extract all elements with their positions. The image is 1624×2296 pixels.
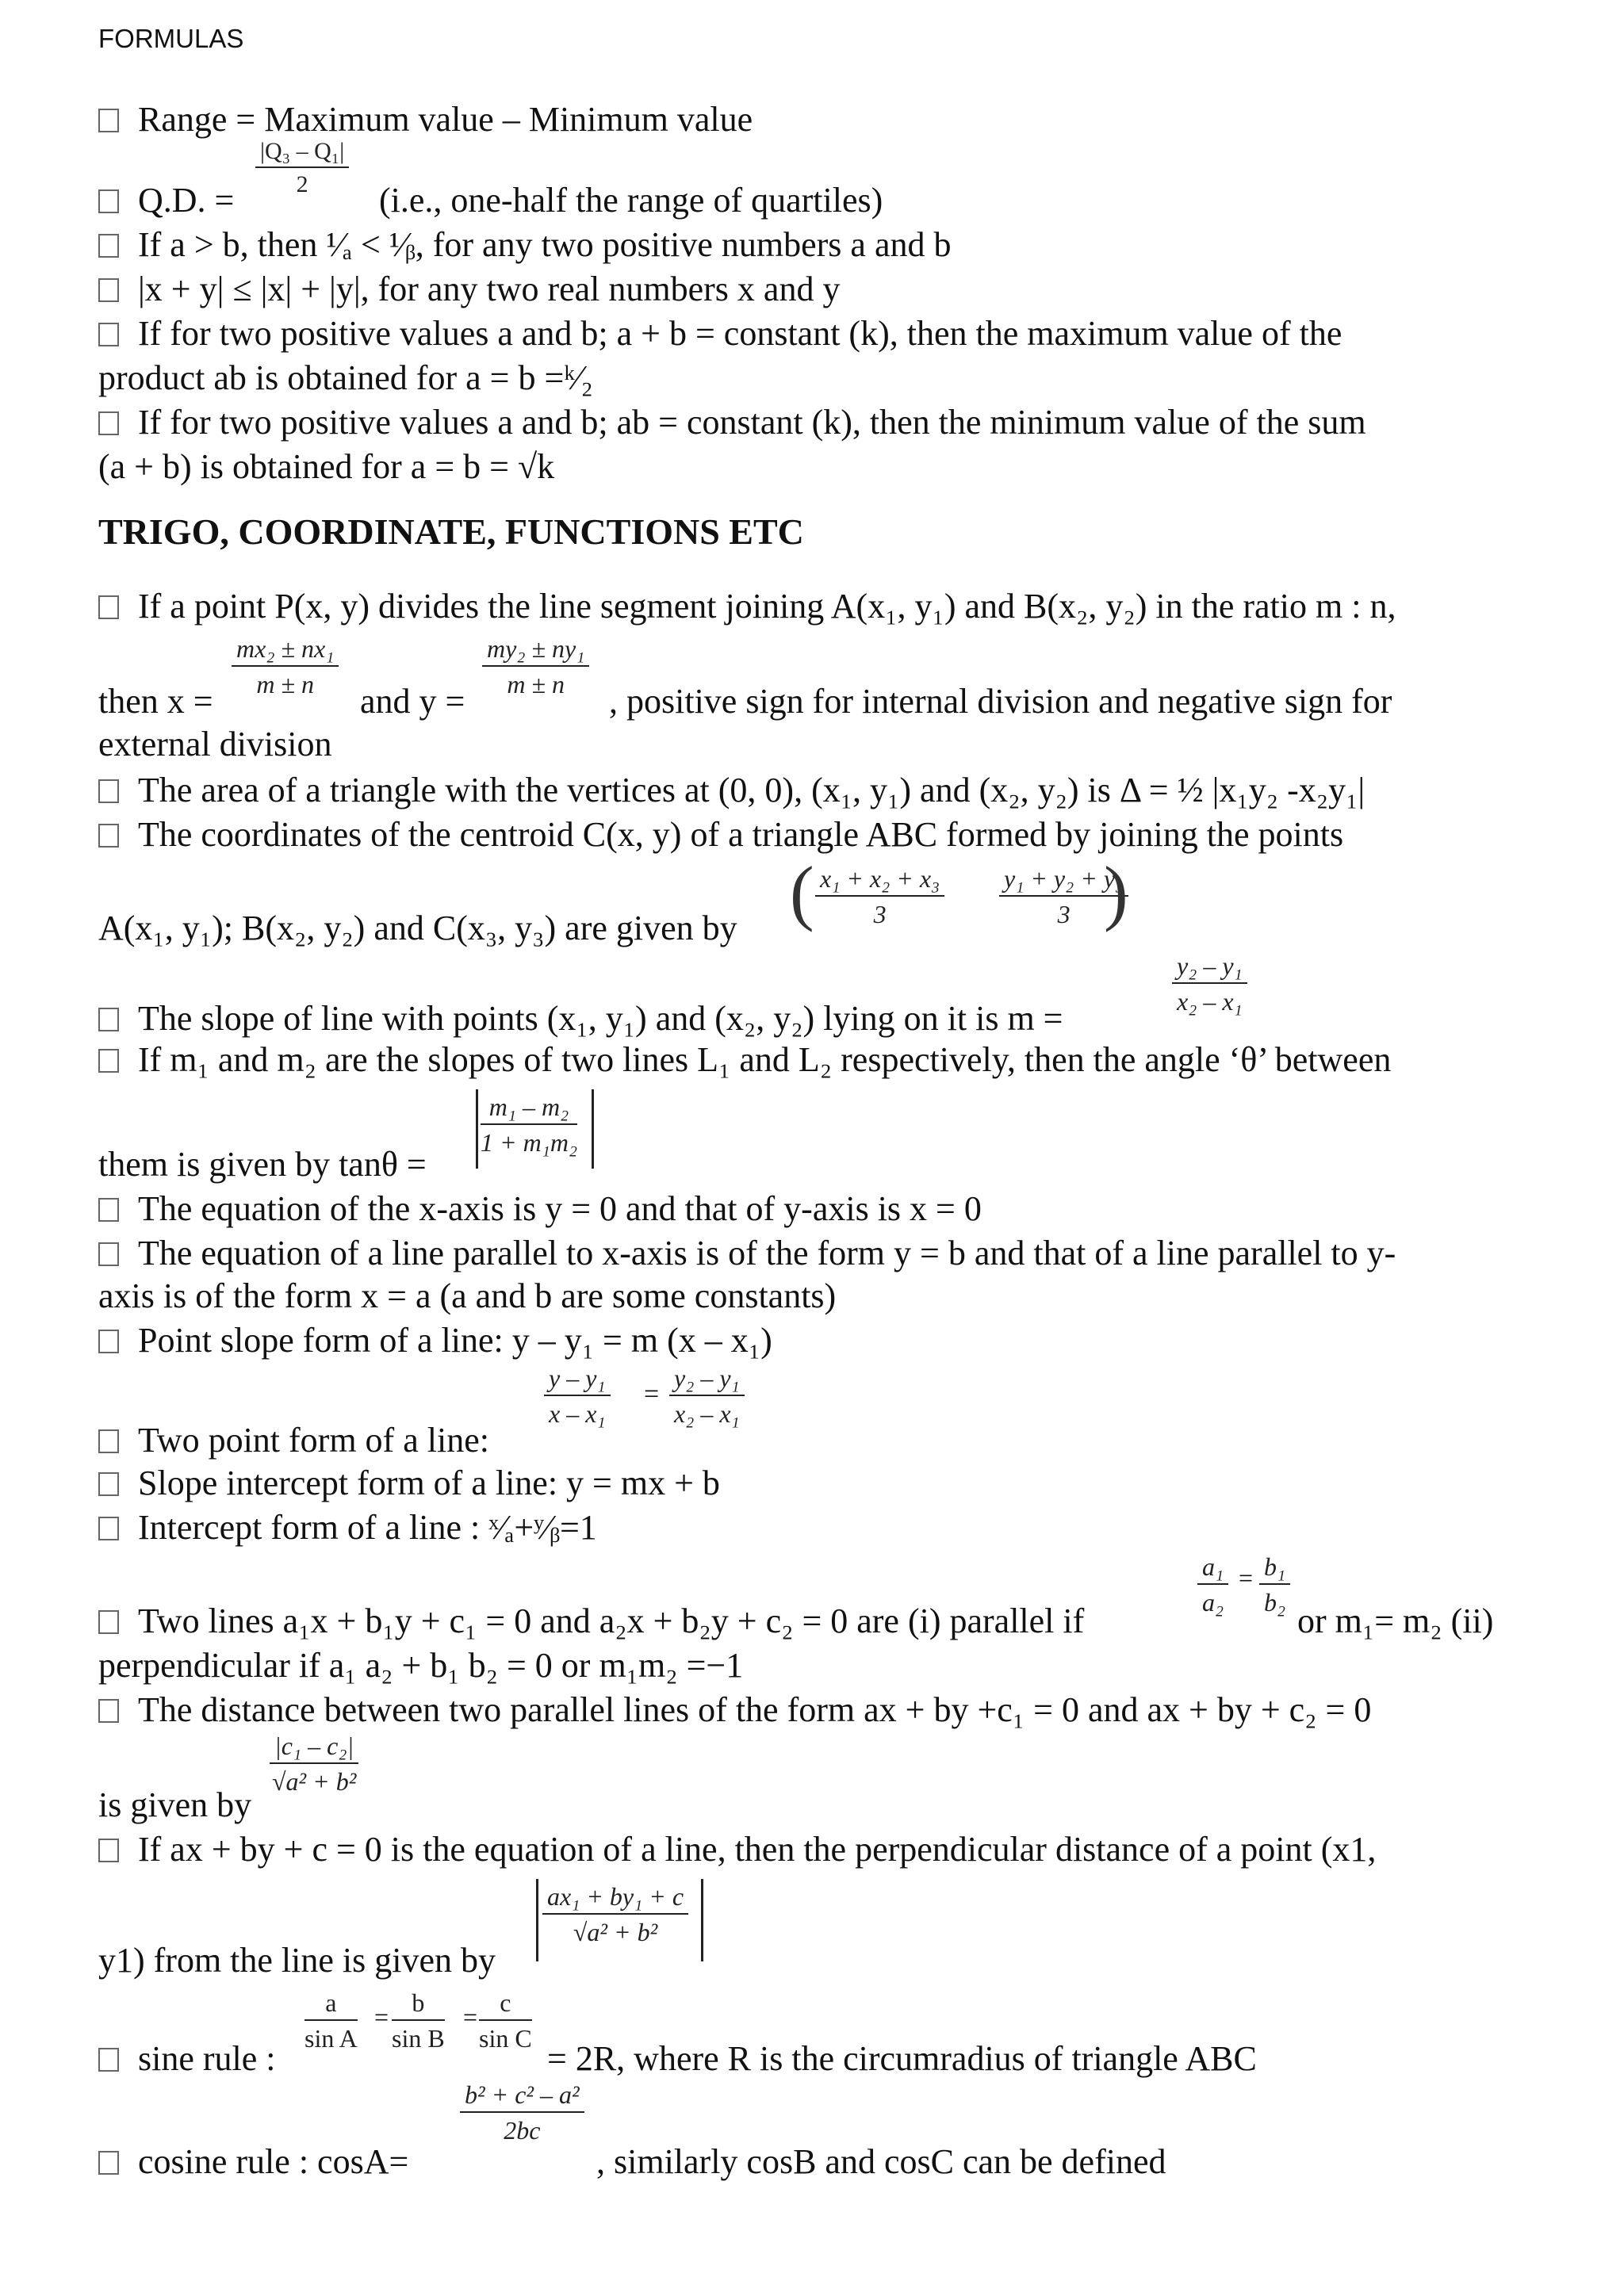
checkbox-icon xyxy=(98,1839,119,1862)
cosine-rule-fraction: $\frac{\text{b² + c² – a²}}{2bc}$ xyxy=(460,2080,584,2145)
checkbox-icon xyxy=(98,411,119,435)
intercept-form: Intercept form of a line : ˣ⁄ₐ+ʸ⁄ᵦ=1 xyxy=(98,1506,597,1549)
abs-bar-right xyxy=(701,1879,703,1961)
two-lines-condition: Two lines a₁x + b₁y + c₁ = 0 and a₂x + b₂y + c₂ = 0 are (i) parallel if xyxy=(98,1600,1084,1643)
checkbox-icon xyxy=(98,234,119,258)
cosine-rule-note: , similarly cosB and cosC can be defined xyxy=(596,2142,1166,2181)
axis-equations: The equation of the x-axis is y = 0 and that of y-axis is x = 0 xyxy=(98,1188,982,1230)
cosine-rule: cosine rule : cosA= xyxy=(98,2141,408,2183)
triangle-inequality: |x + y| ≤ |x| + |y|, for any two real numbers x and y xyxy=(98,268,840,311)
perpendicular-condition: perpendicular if a₁ a₂ + b₁ b₂ = 0 or m₁m₂ =−1 xyxy=(98,1646,744,1685)
parallel-ratio-a: $\frac{\text{a₁}}{\text{a₂}}$ xyxy=(1197,1552,1228,1617)
two-point-fraction-right: $\frac{\text{y₂ – y₁}}{\text{x₂ – x₁}}$ xyxy=(669,1364,745,1429)
point-slope-form: Point slope form of a line: y – y₁ = m (x – x₁) xyxy=(98,1319,772,1362)
checkbox-icon xyxy=(98,1699,119,1723)
checkbox-icon xyxy=(98,595,119,619)
centroid-open-paren: ( xyxy=(790,851,814,932)
abs-bar-left xyxy=(536,1879,538,1961)
abs-bar-left xyxy=(476,1089,478,1169)
checkbox-icon xyxy=(98,1517,119,1540)
centroid-intro: The coordinates of the centroid C(x, y) of a triangle ABC formed by joining the points xyxy=(98,813,1343,856)
abs-bar-right xyxy=(592,1089,594,1169)
two-point-form: Two point form of a line: xyxy=(98,1419,489,1462)
checkbox-icon xyxy=(98,1198,119,1222)
parallel-distance-intro: The distance between two parallel lines of the form ax + by +c₁ = 0 and ax + by + c₂ = 0 xyxy=(98,1689,1371,1732)
qd-fraction: $\frac{\text{|Q₃ – Q₁|}}{2}$ xyxy=(255,138,349,198)
checkbox-icon xyxy=(98,824,119,848)
centroid-x-fraction: $\frac{\text{x₁ + x₂ + x₃}}{3}$ xyxy=(815,864,944,929)
sine-rule-b: $\frac{b}{\text{sin B}}$ xyxy=(392,1988,445,2053)
section-heading: TRIGO, COORDINATE, FUNCTIONS ETC xyxy=(98,511,804,552)
centroid-formula: A(x₁, y₁); B(x₂, y₂) and C(x₃, y₃) are given by xyxy=(98,909,737,947)
parallel-ratio-b: $\frac{\text{b₁}}{\text{b₂}}$ xyxy=(1259,1552,1290,1617)
sine-rule-c: $\frac{c}{\text{sin C}}$ xyxy=(479,1988,532,2053)
section-formula-x: then x = xyxy=(98,682,213,721)
checkbox-icon xyxy=(98,1049,119,1073)
checkbox-icon xyxy=(98,1429,119,1453)
parallel-distance-formula: is given by xyxy=(98,1785,252,1824)
parallel-distance-fraction: $\frac{\text{|c₁ – c₂|}}{\text{√a² + b²}}$ xyxy=(270,1732,358,1797)
checkbox-icon xyxy=(98,189,119,213)
page-header: FORMULAS xyxy=(98,24,244,53)
checkbox-icon xyxy=(98,1008,119,1031)
two-lines-condition-slopes: or m₁= m₂ (ii) xyxy=(1297,1601,1494,1640)
section-formula-cont: external division xyxy=(98,725,332,763)
checkbox-icon xyxy=(98,278,119,302)
tan-theta-formula: them is given by tanθ = xyxy=(98,1145,427,1184)
two-point-fraction-left: $\frac{\text{y – y₁}}{\text{x – x₁}}$ xyxy=(544,1364,611,1429)
section-formula-sign-note: , positive sign for internal division and negative sign for xyxy=(609,682,1392,721)
sine-rule-a: $\frac{a}{\text{sin A}}$ xyxy=(304,1988,358,2053)
max-product-rule-cont: product ab is obtained for a = b =ᵏ⁄₂ xyxy=(98,358,593,397)
checkbox-icon xyxy=(98,2048,119,2072)
section-formula-y: and y = xyxy=(360,682,465,721)
qd-formula: Q.D. = xyxy=(98,179,234,222)
slope-intercept-form: Slope intercept form of a line: y = mx + b xyxy=(98,1462,720,1505)
min-sum-rule: If for two positive values a and b; ab = constant (k), then the minimum value of the sum xyxy=(98,401,1366,444)
slope-formula: The slope of line with points (x₁, y₁) and (x₂, y₂) lying on it is m = xyxy=(98,997,1063,1040)
section-x-fraction: $\frac{\text{mx₂ ± nx₁}}{m \pm n}$ xyxy=(232,634,339,699)
qd-note: (i.e., one-half the range of quartiles) xyxy=(379,181,883,220)
triangle-area-formula: The area of a triangle with the vertices at (0, 0), (x₁, y₁) and (x₂, y₂) is Δ = ½ |x₁y₂ -x₂y₁| xyxy=(98,769,1365,812)
equals-sign: = xyxy=(1239,1563,1254,1592)
checkbox-icon xyxy=(98,1242,119,1266)
checkbox-icon xyxy=(98,1610,119,1634)
sine-rule-result: = 2R, where R is the circumradius of triangle ABC xyxy=(547,2039,1257,2078)
equals-sign: = xyxy=(463,2003,478,2031)
centroid-close-paren: ) xyxy=(1104,851,1128,932)
equals-sign: = xyxy=(374,2003,389,2031)
parallel-line-equations-cont: axis is of the form x = a (a and b are some constants) xyxy=(98,1276,837,1315)
sine-rule: sine rule : xyxy=(98,2038,276,2080)
max-product-rule: If for two positive values a and b; a + b = constant (k), then the maximum value of the xyxy=(98,312,1342,355)
angle-between-lines: If m₁ and m₂ are the slopes of two lines L₁ and L₂ respectively, then the angle ‘θ’ between xyxy=(98,1039,1391,1081)
checkbox-icon xyxy=(98,2151,119,2175)
min-sum-rule-cont: (a + b) is obtained for a = b = √k xyxy=(98,447,555,486)
perpendicular-distance-fraction: $\frac{\text{ax₁ + by₁ + c}}{\text{√a² + b²}}$ xyxy=(542,1882,688,1947)
range-formula: Range = Maximum value – Minimum value xyxy=(98,98,753,141)
inequality-reciprocal: If a > b, then ¹⁄ₐ < ¹⁄ᵦ, for any two positive numbers a and b xyxy=(98,224,952,266)
equals-sign: = xyxy=(644,1380,660,1409)
perpendicular-distance-intro: If ax + by + c = 0 is the equation of a line, then the perpendicular distance of a point (x1, xyxy=(98,1828,1376,1871)
tan-theta-fraction: $\frac{\text{m₁ – m₂}}{\text{1 + m₁m₂}}$ xyxy=(481,1093,578,1157)
checkbox-icon xyxy=(98,779,119,803)
perpendicular-distance-formula: y1) from the line is given by xyxy=(98,1941,496,1980)
parallel-line-equations: The equation of a line parallel to x-axis is of the form y = b and that of a line parallel to y- xyxy=(98,1232,1396,1275)
centroid-y-fraction: $\frac{\text{y₁ + y₂ + y₃}}{3}$ xyxy=(999,864,1128,929)
section-formula-intro: If a point P(x, y) divides the line segment joining A(x₁, y₁) and B(x₂, y₂) in the ratio m : n, xyxy=(98,585,1396,628)
checkbox-icon xyxy=(98,109,119,132)
checkbox-icon xyxy=(98,1330,119,1353)
checkbox-icon xyxy=(98,1472,119,1496)
section-y-fraction: $\frac{\text{my₂ ± ny₁}}{m \pm n}$ xyxy=(482,634,589,699)
slope-fraction: $\frac{\text{y₂ – y₁}}{\text{x₂ – x₁}}$ xyxy=(1172,951,1247,1016)
checkbox-icon xyxy=(98,323,119,346)
